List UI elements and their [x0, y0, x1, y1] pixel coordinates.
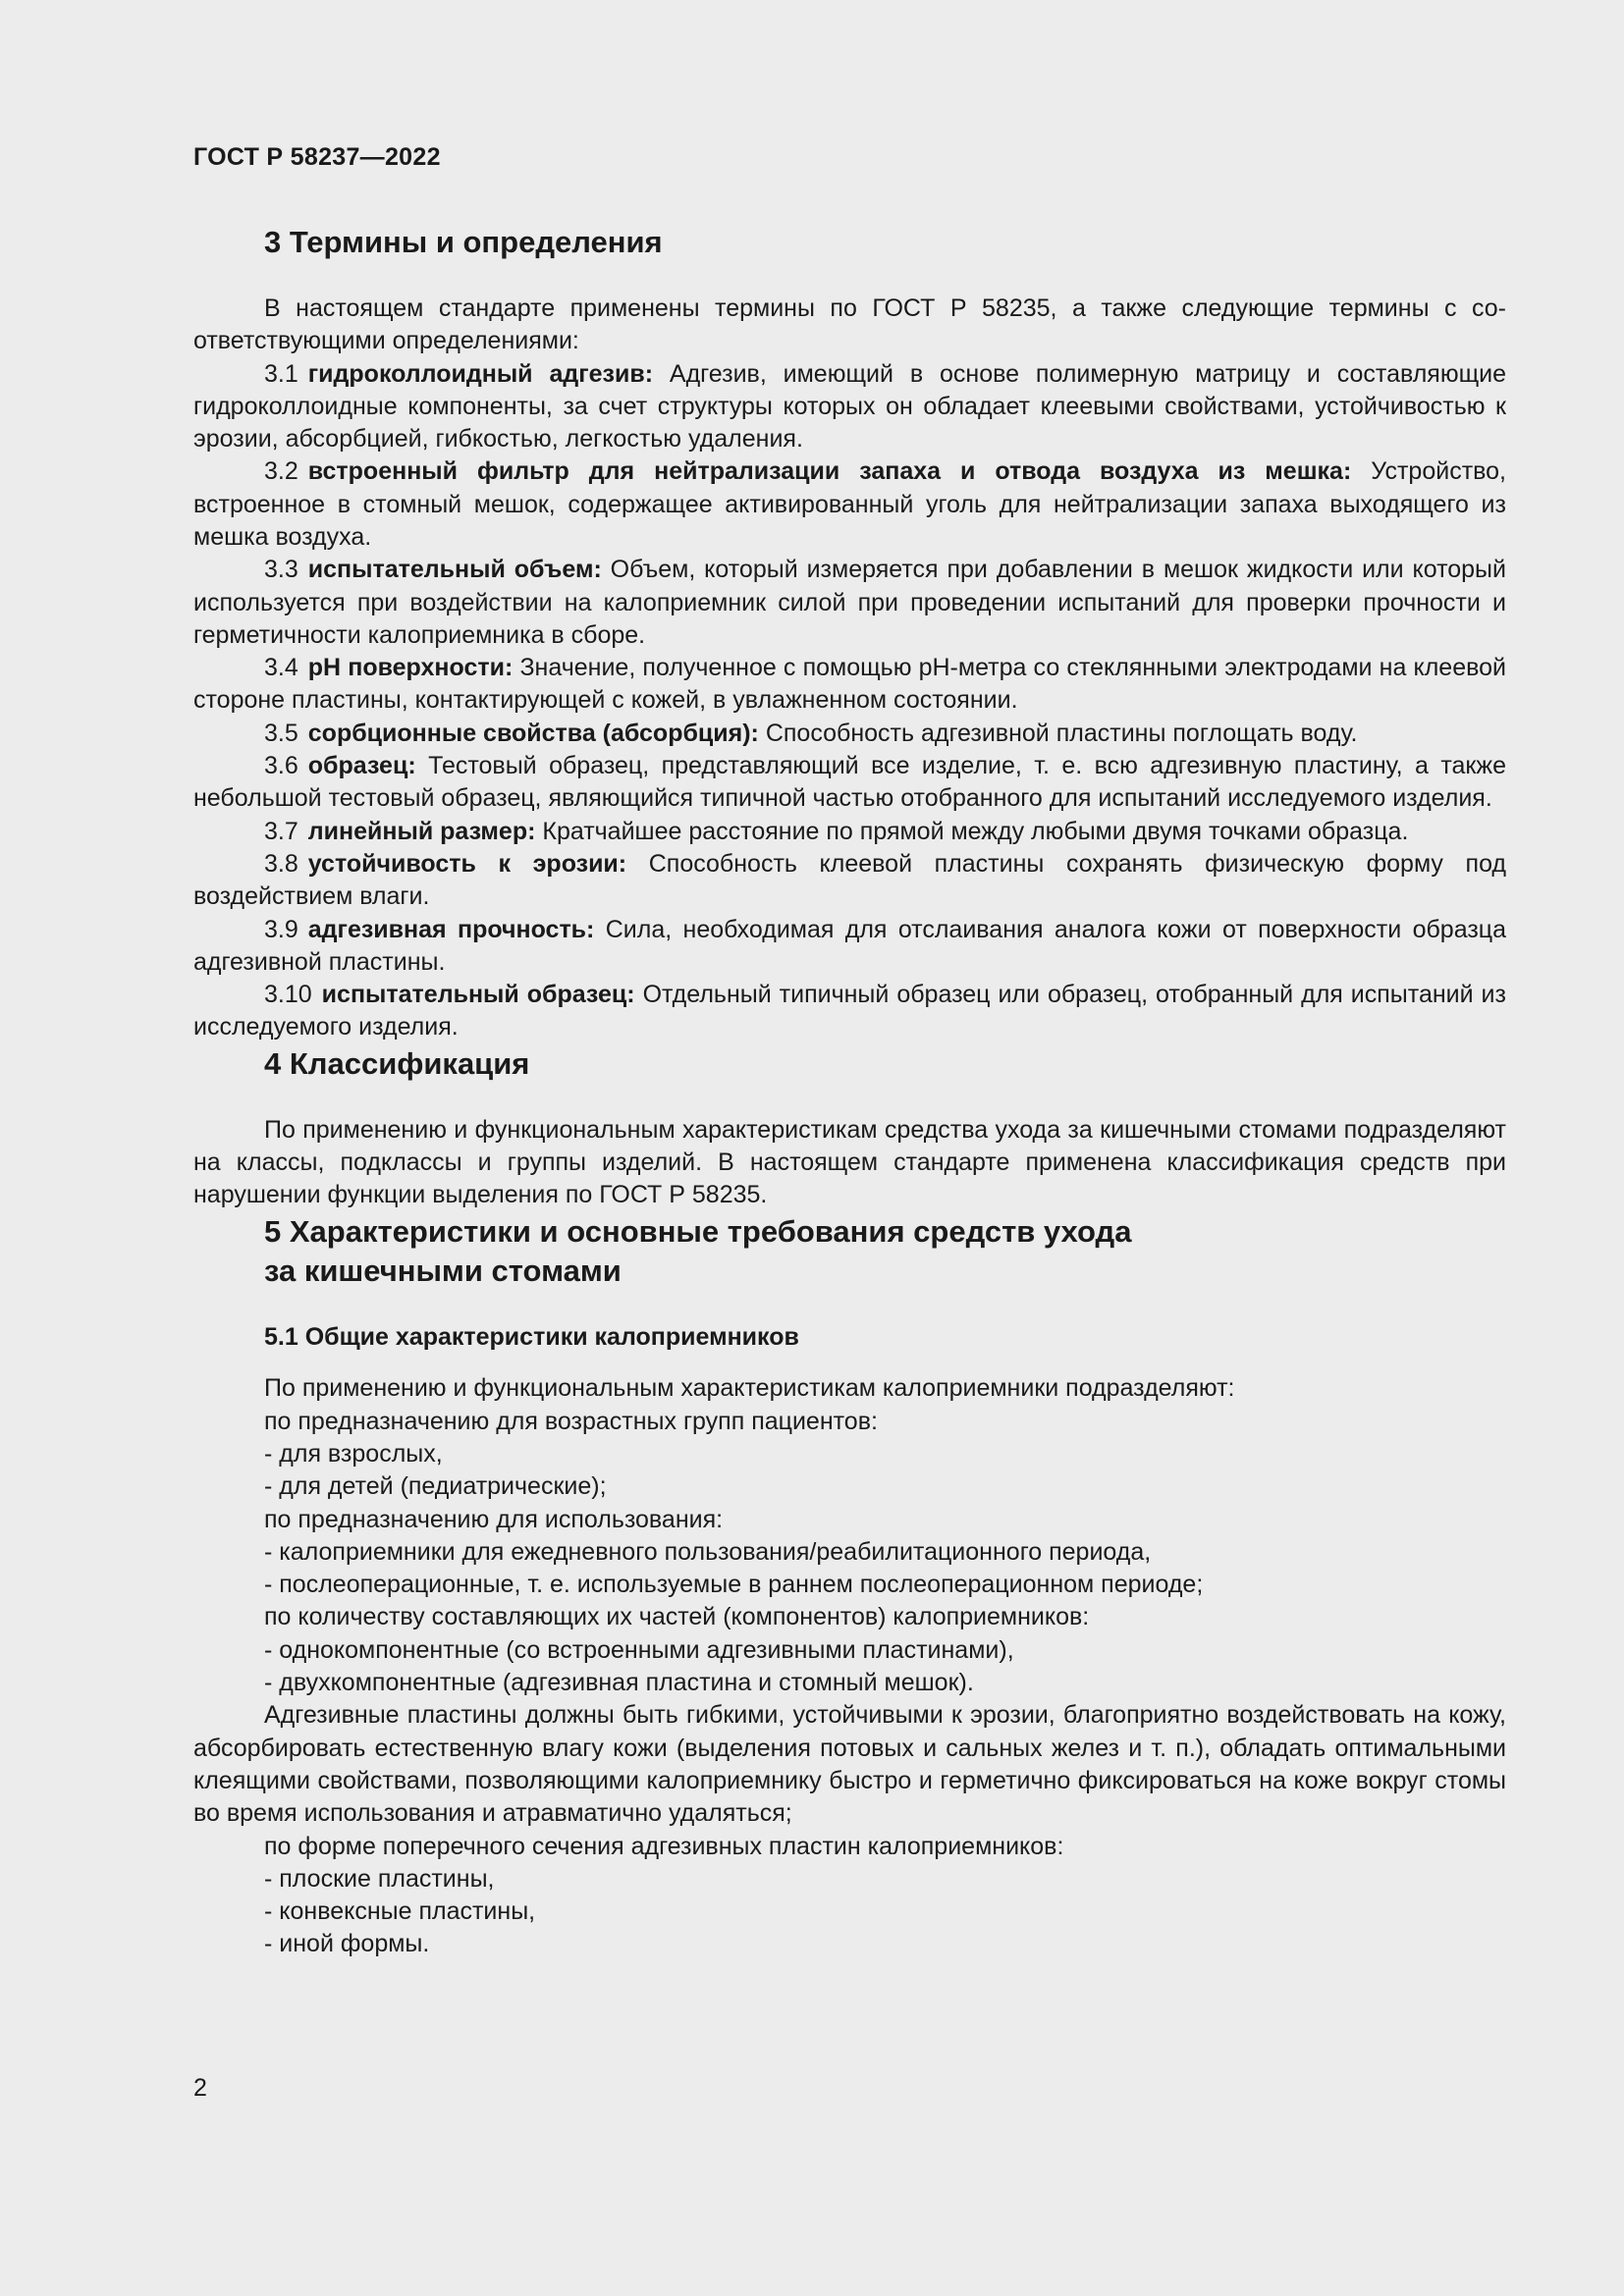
term-number: 3.2 [264, 457, 298, 486]
document-header: ГОСТ Р 58237—2022 [193, 143, 441, 171]
usage-intro: по предназначению для использования: [264, 1505, 724, 1533]
shape-intro: по форме поперечного сечения адгезивных пластин калоприемников: [264, 1832, 1064, 1860]
term-name: адгезивная прочность: [307, 915, 595, 943]
term-number: 3.7 [264, 817, 298, 845]
term-number: 3.5 [264, 719, 298, 747]
term-3-6 [193, 750, 1506, 816]
components-intro: по количеству составляющих их частей (компонентов) калоприемников: [264, 1603, 1090, 1631]
subsection-5-1-title: 5.1 Общие характеристики калоприемников [264, 1323, 799, 1352]
term-3-4 [193, 652, 1506, 718]
term-number: 3.6 [264, 752, 298, 780]
term-definition: Сила, необходимая для отслаивания аналога кожи от поверхности образца адгезивной пластины. [193, 915, 1506, 976]
section-5-1-intro: По применению и функциональным характеристикам калоприемники подразделяют: [264, 1374, 1235, 1403]
terms-list [193, 358, 1506, 1044]
section-5-title [264, 1212, 1506, 1293]
list-item: - однокомпонентные (со встроенными адгезивными пластинами), [264, 1635, 1014, 1664]
list-item: - для взрослых, [264, 1439, 443, 1468]
term-name: гидроколлоидный адгезив: [307, 359, 654, 388]
term-number: 3.9 [264, 915, 298, 943]
term-3-8 [193, 848, 1506, 914]
document-page [193, 142, 1506, 1961]
list-item: - послеоперационные, т. е. используемые в раннем послеоперационном периоде; [264, 1571, 1204, 1599]
term-number: 3.3 [264, 556, 298, 584]
section-4-title: 4 Классификация [264, 1045, 530, 1081]
term-name: встроенный фильтр для нейтрализации запаха и отвода воздуха из мешка: [307, 457, 1352, 486]
adhesive-plates-paragraph: Адгезивные пластины должны быть гибкими, устойчивыми к эрозии, благоприятно воздействовать на кожу, абсорбировать естественную влагу кожи (выделения потовых и сальных желез и т. п.), обладать оптимальными клеящими свойствами, позволяющими калоприемнику быстро и герметично фиксироваться на коже вокруг стомы во время использования и атравматично удаляться; [193, 1701, 1506, 1828]
term-number: 3.1 [264, 359, 298, 388]
list-item: - плоские пластины, [264, 1864, 495, 1893]
term-3-3 [193, 554, 1506, 652]
term-definition: Тестовый образец, представляющий все изделие, т. е. всю адгезивную пластину, а также небольшой тестовый образец, являющийся типичной частью отобранного для испытаний исследуемого изделия. [193, 752, 1506, 813]
list-item: - двухкомпонентные (адгезивная пластина и стомный мешок). [264, 1669, 974, 1697]
term-3-9 [193, 914, 1506, 980]
section-3-intro: В настоящем стандарте применены термины по ГОСТ Р 58235, а также следующие термины с соответствующими определениями: [193, 294, 1506, 355]
term-definition: Отдельный типичный образец или образец, отобранный для испытаний из исследуемого изделия. [193, 981, 1506, 1041]
section-5-title-line1: 5 Характеристики и основные требования средств ухода [264, 1213, 1132, 1249]
term-number: 3.8 [264, 849, 298, 878]
term-definition: Способность адгезивной пластины поглощать воду. [758, 719, 1358, 747]
section-4-text: По применению и функциональным характеристикам средства ухода за кишечными стомами подразделяют на классы, подклассы и группы изделий. В настоящем стандарте применена классификация средств при нарушении функции выделения по ГОСТ Р 58235. [193, 1115, 1506, 1209]
term-number: 3.4 [264, 654, 298, 682]
term-name: испытательный образец: [321, 981, 635, 1009]
term-name: линейный размер: [307, 817, 536, 845]
list-item: - для детей (педиатрические); [264, 1472, 607, 1501]
term-number: 3.10 [264, 981, 312, 1009]
term-3-1 [193, 358, 1506, 456]
term-definition: Устройство, встроенное в стомный мешок, содержащее активированный уголь для нейтрализации запаха выходящего из мешка воздуха. [193, 457, 1507, 551]
term-definition: Кратчайшее расстояние по прямой между любыми двумя точками образца. [535, 817, 1409, 845]
term-definition: Объем, который измеряется при добавлении в мешок жидкости или который используется при воздействии на калоприемник силой при проведении испытаний для проверки прочности и герметичности калоприемника в сборе. [193, 556, 1506, 649]
term-name: испытательный объем: [307, 556, 602, 584]
term-3-5 [193, 718, 1506, 750]
term-3-10 [193, 979, 1506, 1044]
age-groups-intro: по предназначению для возрастных групп пациентов: [264, 1407, 878, 1435]
section-5-title-line2: за кишечными стомами [264, 1254, 622, 1289]
list-item: - конвексные пластины, [264, 1897, 536, 1926]
term-name: устойчивость к эрозии: [307, 849, 627, 878]
term-name: образец: [307, 752, 416, 780]
term-3-2 [193, 455, 1506, 554]
list-item: - иной формы. [264, 1930, 430, 1958]
term-definition: Значение, полученное с помощью pH-метра со стеклянными электродами на клеевой стороне пластины, контактирующей с кожей, в увлажненном состоянии. [193, 654, 1506, 715]
term-name: pH поверхности: [307, 654, 514, 682]
section-3-title: 3 Термины и определения [264, 225, 663, 259]
term-definition: Адгезив, имеющий в основе полимерную матрицу и составляющие гидроколлоидные компоненты, за счет структуры которых он обладает клеевыми свойствами, устойчивостью к эрозии, абсорбцией, гибкостью, легкостью удаления. [193, 359, 1507, 454]
term-definition: Способность клеевой пластины сохранять физическую форму под воздействием влаги. [193, 849, 1507, 911]
list-item: - калоприемники для ежедневного пользования/реабилитационного периода, [264, 1537, 1152, 1566]
term-3-7 [193, 816, 1506, 848]
page-number: 2 [193, 2074, 207, 2102]
term-name: сорбционные свойства (абсорбция): [307, 719, 759, 747]
